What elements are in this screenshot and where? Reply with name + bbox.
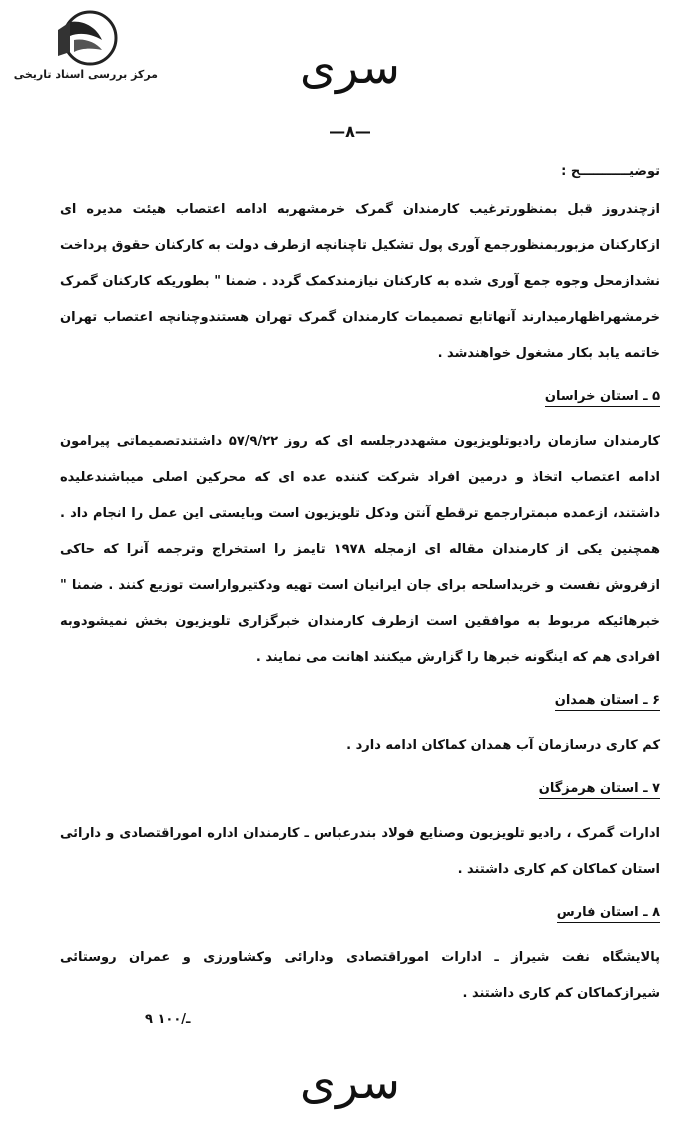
archive-logo-text: مرکز بررسی اسناد تاریخی <box>13 68 158 81</box>
heading-hormozgan <box>60 774 660 806</box>
heading-hamedan <box>60 686 660 718</box>
reference-number: ۹ ـ/۱۰۰ <box>145 1012 191 1027</box>
paragraph-khorasan: کارمندان سازمان رادیوتلویزیون مشهددرجلسه ای که روز ۵۷/۹/۲۲ داشتندتصمیماتی پیرامون ادامه اعتصاب اتخاذ و درمین افراد شرکت کننده عده ای که محرکین اصلی میباشندعلیده داشتند، ازعمده مبمترارجمع ترقطع آنتن ودکل تلویزیون است وبایستی این عمل را انجام داد . همچنین یکی از کارمندان مقاله ای ازمجله ۱۹۷۸ تایمز را استخراج وترجمه آنرا که حاکی ازفروش نفست و خریداسلحه برای جان ایرانیان است تهیه ودکتیرواراست توزیع کنند . ضمنا " خبرهائیکه مربوط به موافقین است ازطرف کارمندان خبرگزاری تلویزیون بخش نمیشودوبه افرادی هم که اینگونه خبرها را گزارش میکنند اهانت می نمایند . <box>60 434 661 665</box>
paragraph-fars: پالایشگاه نفت شیراز ـ ادارات اموراقتصادی ودارائی وکشاورزی و عمران روستائی شیرازکماکان کم کاری داشتند . <box>60 950 660 1001</box>
heading-khorasan-text: ۵ ـ استان خراسان <box>545 389 660 407</box>
explanation-label: توضیـــــــــــح : <box>561 164 660 179</box>
heading-fars-text: ۸ ـ استان فارس <box>557 905 660 923</box>
heading-hormozgan-text: ۷ ـ استان هرمزگان <box>539 781 660 799</box>
classification-bottom: سری <box>300 1055 400 1109</box>
document-body <box>60 162 660 1012</box>
heading-fars <box>60 898 660 930</box>
heading-hamedan-text: ۶ ـ استان همدان <box>555 693 660 711</box>
paragraph-hormozgan: ادارات گمرک ، رادیو تلویزیون وصنایع فولاد بندرعباس ـ کارمندان اداره اموراقتصادی و دارائی استان کماکان کم کاری داشتند . <box>60 826 660 877</box>
paragraph-khorramshahr: ازچندروز قبل بمنظورترغیب کارمندان گمرک خرمشهربه ادامه اعتصاب هیئت مدیره ای ازکارکنان مزبوربمنظورجمع آوری پول تشکیل تاچنانچه ازطرف دولت به کارکنان حقوق پرداخت نشدازمحل وجوه جمع آوری شده به کارکنان نیازمندکمک گردد . ضمنا " بطوریکه کارکنان گمرک خرمشهراظهارمیدارند آنهاتابع تصمیمات کارمندان گمرک تهران هستندوچنانچه اعتصاب تهران خاتمه یابد بکار مشغول خواهندشد . <box>60 202 660 361</box>
classification-top: سری <box>300 40 400 94</box>
heading-khorasan <box>60 382 660 414</box>
page-number: —۸— <box>329 122 371 141</box>
paragraph-hamedan: کم کاری درسازمان آب همدان کماکان ادامه دارد . <box>346 738 660 753</box>
